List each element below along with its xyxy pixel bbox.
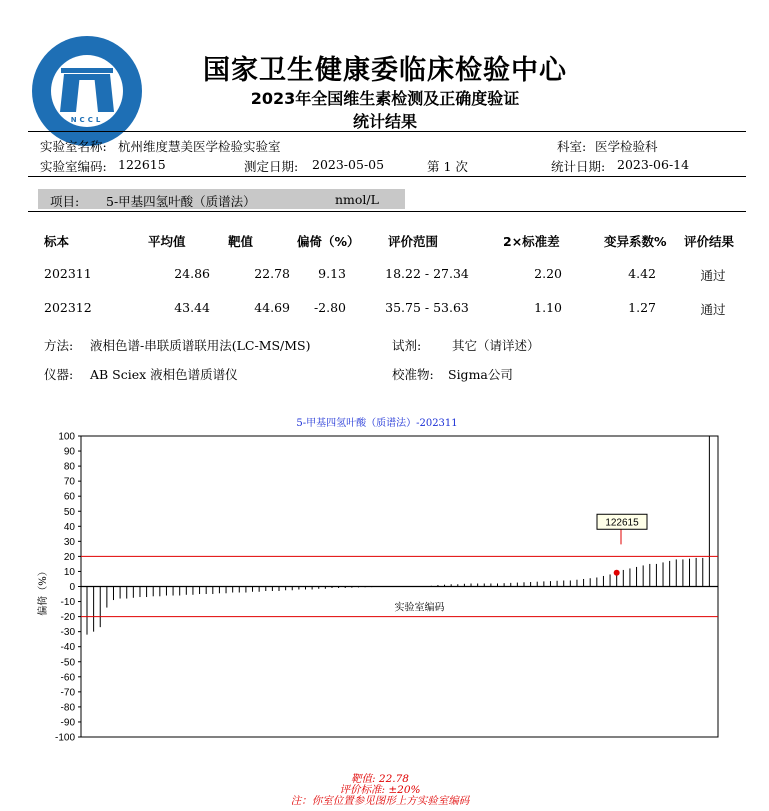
dept-label: 科室: [557,139,587,154]
y-tick-label: -10 [60,597,75,609]
y-tick-label: 40 [63,521,75,533]
item-name: 5-甲基四氢叶酸（质谱法） [106,194,256,209]
y-tick-label: -60 [60,672,75,684]
page-subtitle: 2023年全国维生素检测及正确度验证 [250,89,520,108]
page-subtitle-2: 统计结果 [352,112,417,131]
stat-date: 2023-06-14 [617,157,690,172]
table-cell: 22.78 [254,266,290,281]
y-axis-ticks [55,432,81,744]
col-header-2sd: 2×标准差 [503,234,560,249]
divider [28,176,746,177]
table-cell: 43.44 [174,300,210,315]
table-cell: 44.69 [254,300,290,315]
svg-text:NCCL: NCCL [70,116,104,124]
y-tick-label: -50 [60,657,75,669]
lab-code: 122615 [118,157,166,172]
divider [28,211,746,212]
y-tick-label: 20 [63,551,75,563]
method-label: 方法: [44,338,74,353]
page-title: 国家卫生健康委临床检验中心 [203,55,567,86]
calibrator-value: Sigma公司 [448,367,513,382]
lab-name: 杭州维度慧美医学检验实验室 [118,139,281,154]
method-value: 液相色谱-串联质谱联用法(LC-MS/MS) [90,338,311,353]
round: 第 1 次 [427,159,468,174]
reagent-value: 其它（请详述） [452,338,540,353]
col-header-mean: 平均值 [148,234,186,249]
bias-chart [0,408,769,760]
footer-note: 注：你室位置参见图形上方实验室编码 [290,795,470,807]
footer-target: 靶值: 22.78 [351,773,409,785]
y-tick-label: 30 [63,536,75,548]
chart-title: 5-甲基四氢叶酸（质谱法）-202311 [296,418,458,429]
lab-name-label: 实验室名称: [40,139,107,154]
table-cell: 2.20 [534,266,562,281]
col-header-sample: 标本 [44,234,70,249]
table-cell: 4.42 [628,266,656,281]
y-tick-label: -90 [60,717,75,729]
y-tick-label: 50 [63,506,75,518]
dept: 医学检验科 [595,139,658,154]
test-date: 2023-05-05 [312,157,385,172]
table-cell: -2.80 [313,300,346,315]
item-unit: nmol/L [335,192,379,207]
y-axis-label: 偏倚（%） [38,566,49,616]
col-header-range: 评价范围 [388,234,439,249]
col-header-target: 靶值 [228,234,254,249]
footer-criteria: 评价标准: ±20% [339,784,421,796]
table-cell: 通过 [700,302,726,317]
table-cell: 9.13 [318,266,346,281]
instrument-label: 仪器: [44,367,74,382]
table-cell: 1.10 [534,300,562,315]
col-header-result: 评价结果 [684,234,735,249]
y-tick-label: -80 [60,702,75,714]
col-header-bias: 偏倚（%） [297,234,360,249]
y-tick-label: 90 [63,446,75,458]
y-tick-label: -30 [60,627,75,639]
y-tick-label: 100 [58,431,75,443]
col-header-cv: 变异系数% [604,234,667,249]
item-label: 项目: [50,194,80,209]
table-cell: 1.27 [628,300,656,315]
instrument-value: AB Sciex 液相色谱质谱仪 [90,367,238,382]
y-tick-label: 80 [63,461,75,473]
y-tick-label: 10 [63,566,75,578]
stat-date-label: 统计日期: [551,159,606,174]
y-tick-label: 60 [63,491,75,503]
y-tick-label: -40 [60,642,75,654]
table-cell: 202311 [44,266,92,281]
y-tick-label: 70 [63,476,75,488]
table-cell: 通过 [700,268,726,283]
highlight-point [614,570,620,576]
reagent-label: 试剂: [392,338,422,353]
lab-code-label: 实验室编码: [40,159,107,174]
table-cell: 35.75 - 53.63 [385,300,469,315]
calibrator-label: 校准物: [392,367,434,382]
y-tick-label: 0 [69,582,75,593]
y-tick-label: -20 [60,612,75,624]
callout-label: 122615 [605,517,639,529]
table-cell: 18.22 - 27.34 [385,266,469,281]
x-axis-label: 实验室编码 [394,602,445,614]
y-tick-label: -70 [60,687,75,699]
table-cell: 202312 [44,300,92,315]
y-tick-label: -100 [54,732,75,744]
test-date-label: 测定日期: [244,159,299,174]
table-cell: 24.86 [174,266,210,281]
highlight-callout [597,514,647,575]
divider [28,131,746,132]
